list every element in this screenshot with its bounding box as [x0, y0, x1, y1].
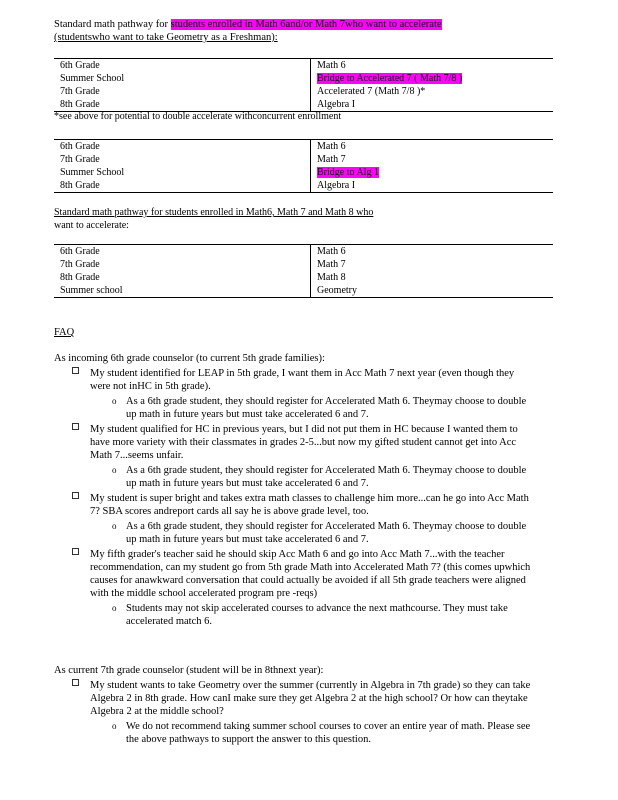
grade-cell: 8th Grade: [54, 98, 311, 112]
square-bullet-icon: [72, 367, 80, 375]
intro2-heading: [54, 206, 524, 232]
table-row: [54, 258, 553, 271]
table-row: [54, 140, 553, 154]
grade-cell: 6th Grade: [54, 59, 311, 73]
intro2-line-1: Standard math pathway for students enrolled in Math6, Math 7 and Math 8 who: [54, 207, 374, 218]
grade-cell: 8th Grade: [54, 271, 311, 284]
course-cell: Geometry: [311, 284, 554, 298]
course-cell: Bridge to Alg 1: [317, 167, 379, 178]
faq-title: FAQ: [54, 327, 75, 338]
course-cell: Bridge to Accelerated 7 ( Math 7/8 ): [317, 73, 463, 84]
circle-bullet-icon: o: [112, 396, 117, 406]
faq-answer-text: Students may not skip accelerated courses to advance the next mathcourse. They must take accelerated match 6.: [126, 603, 508, 627]
faq-question-text: My student is super bright and takes extra math classes to challenge him more...can he go into Acc Math 7? SBA scores andreport cards all say he is above grade level, too.: [90, 493, 529, 517]
course-cell: Math 7: [317, 154, 346, 165]
course-cell: Algebra I: [311, 179, 554, 193]
table-row: [54, 72, 553, 85]
faq-section-2-heading: As current 7th grade counselor (student will be in 8thnext year):: [54, 665, 324, 676]
grade-cell: Summer School: [54, 72, 311, 85]
table-row: [54, 85, 553, 98]
circle-bullet-icon: o: [112, 603, 117, 613]
intro2-line-2: want to accelerate:: [54, 220, 129, 231]
faq-answer: [54, 720, 534, 746]
course-cell: Math 7: [317, 259, 346, 270]
course-cell: Math 6: [311, 245, 554, 259]
table-row: [54, 59, 553, 73]
grade-cell: 6th Grade: [54, 140, 311, 154]
pathway-table-3: [54, 244, 553, 298]
faq-question: [54, 548, 534, 600]
grade-cell: 7th Grade: [54, 85, 311, 98]
table-row: [54, 284, 553, 298]
circle-bullet-icon: o: [112, 721, 117, 731]
course-cell: Algebra I: [311, 98, 554, 112]
grade-cell: Summer School: [54, 166, 311, 179]
faq-answer: [54, 395, 534, 421]
pathway-table-2: [54, 139, 553, 193]
course-cell: Math 8: [317, 272, 346, 283]
table-row: [54, 245, 553, 259]
grade-cell: 7th Grade: [54, 258, 311, 271]
faq-section-2: [54, 664, 534, 746]
faq-answer: [54, 520, 534, 546]
table-row: [54, 166, 553, 179]
square-bullet-icon: [72, 548, 80, 556]
course-cell: Accelerated 7 (Math 7/8 )*: [317, 86, 426, 97]
intro-line-2: (studentswho want to take Geometry as a Freshman):: [54, 32, 278, 43]
faq-section-1-heading: As incoming 6th grade counselor (to current 5th grade families):: [54, 353, 325, 364]
faq-question: [54, 367, 534, 393]
faq-question-text: My student wants to take Geometry over the summer (currently in Algebra in 7th grade) so they can take Algebra 2 in 8th grade. How canI make sure they get Algebra 2 at the high school? Or how can theytake Algebra 2 at the middle school?: [90, 680, 531, 717]
faq-question-text: My fifth grader's teacher said he should skip Acc Math 6 and go into Acc Math 7...with the teacher recommendation, can my student go from 5th grade Math into Accelerated Math 7? (this comes upwhich causes for anawkward conversation that could actually be avoided if all 5th grade teachers were aligned with the middle school accelerated program pre -reqs): [90, 549, 531, 599]
faq-answer-text: As a 6th grade student, they should register for Accelerated Math 6. Theymay choose to double up math in future years but must take accelerated 6 and 7.: [126, 521, 527, 545]
course-cell: Math 6: [311, 140, 554, 154]
faq-answer: [54, 602, 534, 628]
square-bullet-icon: [72, 679, 80, 687]
faq-question-text: My student identified for LEAP in 5th grade, I want them in Acc Math 7 next year (even though they were not inHC in 5th grade).: [90, 368, 515, 392]
faq-answer-text: We do not recommend taking summer school courses to cover an entire year of math. Please see the above pathways to support the answer to this question.: [126, 721, 531, 745]
faq-question: [54, 492, 534, 518]
grade-cell: 6th Grade: [54, 245, 311, 259]
table-row: [54, 271, 553, 284]
table-row: [54, 179, 553, 193]
faq-question: [54, 423, 534, 462]
grade-cell: Summer school: [54, 284, 311, 298]
grade-cell: 7th Grade: [54, 153, 311, 166]
faq-answer: [54, 464, 534, 490]
grade-cell: 8th Grade: [54, 179, 311, 193]
table1-note: *see above for potential to double accelerate withconcurrent enrollment: [54, 111, 342, 122]
faq-answer-text: As a 6th grade student, they should register for Accelerated Math 6. Theymay choose to double up math in future years but must take accelerated 6 and 7.: [126, 396, 527, 420]
faq-section-1: [54, 352, 534, 628]
pathway-table-1: [54, 58, 553, 112]
course-cell: Math 6: [311, 59, 554, 73]
intro-line-1: Standard math pathway for students enrolled in Math 6and/or Math 7who want to accelerate: [54, 19, 442, 30]
circle-bullet-icon: o: [112, 465, 117, 475]
intro-highlight: students enrolled in Math 6and/or Math 7who want to accelerate: [170, 19, 442, 30]
faq-question-text: My student qualified for HC in previous years, but I did not put them in HC because I wanted them to have more variety with their classmates in grades 2-5...but now my gifted student cannot get into Acc Math 7...seems unfair.: [90, 424, 518, 461]
square-bullet-icon: [72, 423, 80, 431]
circle-bullet-icon: o: [112, 521, 117, 531]
square-bullet-icon: [72, 492, 80, 500]
faq-answer-text: As a 6th grade student, they should register for Accelerated Math 6. Theymay choose to double up math in future years but must take accelerated 6 and 7.: [126, 465, 527, 489]
table-row: [54, 153, 553, 166]
intro-heading: [54, 18, 524, 44]
faq-question: [54, 679, 534, 718]
